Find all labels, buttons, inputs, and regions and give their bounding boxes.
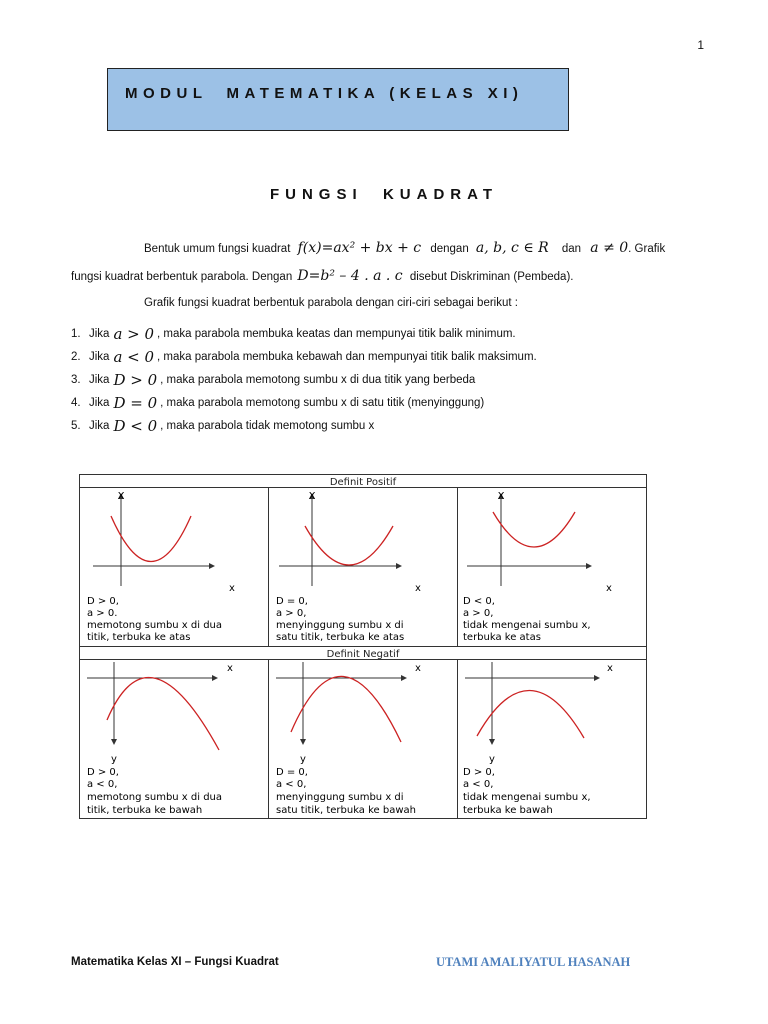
- cell-desc: terbuka ke bawah: [463, 805, 553, 816]
- list-item: 4. Jika D = 0 , maka parabola memotong sumbu x di satu titik (menyinggung): [71, 393, 485, 412]
- cell-desc: tidak mengenai sumbu x,: [463, 620, 591, 631]
- x-axis-label: x: [415, 663, 421, 674]
- intro-line-3: Grafik fungsi kuadrat berbentuk parabola dengan ciri-ciri sebagai berikut :: [144, 297, 518, 309]
- list-item: 2. Jika a < 0 , maka parabola membuka kebawah dan mempunyai titik balik maksimum.: [71, 347, 537, 366]
- x-axis-label: x: [606, 583, 612, 594]
- y-axis-label: X: [497, 491, 505, 502]
- list-item: 3. Jika D > 0 , maka parabola memotong sumbu x di dua titik yang berbeda: [71, 370, 476, 389]
- intro-line-2: [71, 268, 721, 284]
- condition-math: a > 0: [113, 324, 155, 343]
- properties-list: [71, 322, 721, 437]
- list-item: 1. Jika a > 0 , maka parabola membuka keatas dan mempunyai titik balik minimum.: [71, 324, 516, 343]
- x-axis-label: x: [229, 583, 235, 594]
- parabola-figure: [79, 474, 647, 819]
- cell-desc: titik, terbuka ke bawah: [87, 805, 203, 816]
- cell-a: a > 0,: [276, 608, 307, 619]
- intro-line-1: [144, 240, 714, 256]
- definit-negatif-header: Definit Negatif: [326, 649, 400, 660]
- intro-text-e: fungsi kuadrat berbentuk parabola. Dengan: [71, 271, 293, 283]
- cell-desc: memotong sumbu x di dua: [87, 792, 223, 803]
- x-axis-label: x: [607, 663, 613, 674]
- page-subtitle: FUNGSI KUADRAT: [269, 186, 499, 203]
- x-axis-label: x: [227, 663, 233, 674]
- nonzero-condition: a ≠ 0: [590, 240, 629, 256]
- footer-author: UTAMI AMALIYATUL HASANAH: [436, 955, 631, 969]
- general-formula: f(x)=ax² + bx + c: [297, 240, 422, 256]
- footer-title: Matematika Kelas XI – Fungsi Kuadrat: [71, 956, 279, 968]
- x-axis-label: x: [415, 583, 421, 594]
- discriminant-formula: D=b² – 4 . a . c: [297, 268, 403, 284]
- list-item: 5. Jika D < 0 , maka parabola tidak memotong sumbu x: [71, 416, 375, 435]
- condition-math: D = 0: [113, 393, 158, 412]
- y-axis-label: y: [489, 754, 495, 765]
- cell-desc: tidak mengenai sumbu x,: [463, 792, 591, 803]
- cell-desc: satu titik, terbuka ke bawah: [276, 805, 416, 816]
- intro-text-b: dengan: [430, 243, 469, 255]
- intro-text-f: disebut Diskriminan (Pembeda).: [409, 271, 574, 283]
- coefficient-domain: a, b, c ∈ R: [475, 240, 549, 256]
- intro-text-d: . Grafik: [628, 243, 666, 255]
- y-axis-label: X: [117, 491, 125, 502]
- y-axis-label: y: [300, 754, 306, 765]
- condition-math: D > 0: [113, 370, 158, 389]
- cell-d: D > 0,: [463, 767, 495, 778]
- condition-math: a < 0: [113, 347, 155, 366]
- condition-math: D < 0: [113, 416, 158, 435]
- intro-text-c: dan: [561, 243, 582, 255]
- cell-desc: memotong sumbu x di dua: [87, 620, 223, 631]
- cell-desc: titik, terbuka ke atas: [87, 632, 191, 643]
- cell-a: a < 0,: [276, 779, 307, 790]
- module-title: MODUL MATEMATIKA (KELAS XI): [125, 85, 524, 102]
- page-number: 1: [697, 38, 704, 52]
- cell-d: D > 0,: [87, 596, 119, 607]
- cell-desc: menyinggung sumbu x di: [276, 620, 404, 631]
- intro-text-a: Bentuk umum fungsi kuadrat: [144, 243, 291, 255]
- cell-desc: terbuka ke atas: [463, 632, 541, 643]
- definit-positif-header: Definit Positif: [329, 477, 397, 488]
- y-axis-label: X: [308, 491, 316, 502]
- cell-d: D > 0,: [87, 767, 119, 778]
- cell-a: a < 0,: [463, 779, 494, 790]
- y-axis-label: y: [111, 754, 117, 765]
- cell-d: D < 0,: [463, 596, 495, 607]
- module-title-box: [107, 68, 569, 131]
- cell-a: a > 0.: [87, 608, 118, 619]
- cell-desc: menyinggung sumbu x di: [276, 792, 404, 803]
- cell-d: D = 0,: [276, 767, 308, 778]
- cell-a: a < 0,: [87, 779, 118, 790]
- cell-desc: satu titik, terbuka ke atas: [276, 632, 405, 643]
- cell-a: a > 0,: [463, 608, 494, 619]
- cell-d: D = 0,: [276, 596, 308, 607]
